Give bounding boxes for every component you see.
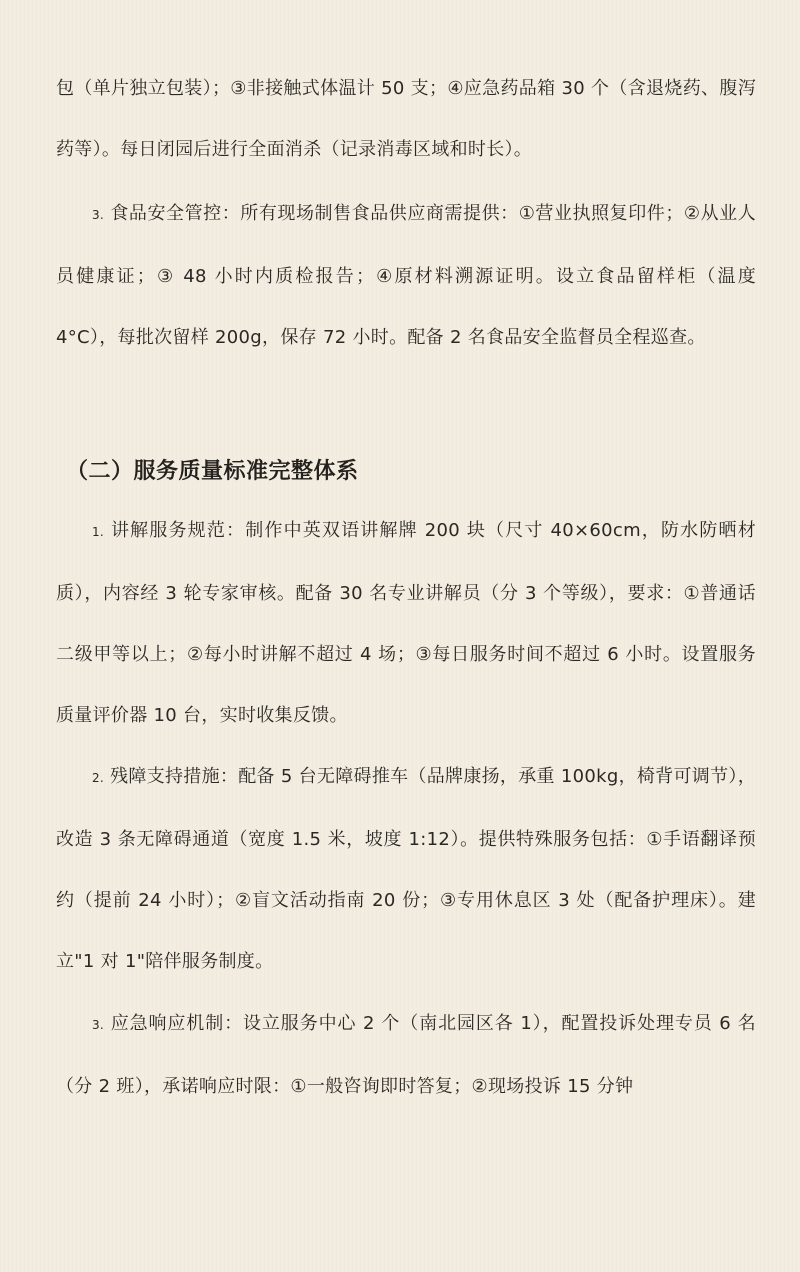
paragraph-text: 讲解服务规范：制作中英双语讲解牌 200 块（尺寸 40×60cm，防水防晒材质），内容经 3 轮专家审核。配备 30 名专业讲解员（分 3 个等级），要求：①普通话二级甲等以上；②每小时讲解不超过 4 场；③每日服务时间不超过 6 小时。设置服务质量评价器 10 台，实时收集反馈。: [56, 520, 756, 726]
item-number: 1.: [92, 525, 105, 539]
paragraph-emergency-response: [56, 993, 756, 1117]
item-number: 3.: [92, 208, 105, 222]
paragraph-accessibility: [56, 746, 756, 992]
paragraph-continued: [56, 58, 756, 180]
paragraph-guide-service: [56, 500, 756, 746]
item-number: 2.: [92, 771, 105, 785]
paragraph-food-safety: [56, 183, 756, 368]
paragraph-text: 应急响应机制：设立服务中心 2 个（南北园区各 1），配置投诉处理专员 6 名（分 2 班），承诺响应时限：①一般咨询即时答复；②现场投诉 15 分钟: [56, 1013, 756, 1097]
section-heading: （二）服务质量标准完整体系: [66, 459, 359, 484]
paragraph-text: 包（单片独立包装）；③非接触式体温计 50 支；④应急药品箱 30 个（含退烧药、腹泻药等）。每日闭园后进行全面消杀（记录消毒区域和时长）。: [56, 78, 756, 160]
paragraph-text: 食品安全管控：所有现场制售食品供应商需提供：①营业执照复印件；②从业人员健康证；③ 48 小时内质检报告；④原材料溯源证明。设立食品留样柜（温度 4°C），每批次留样 200g，保存 72 小时。配备 2 名食品安全监督员全程巡查。: [56, 203, 756, 348]
item-number: 3.: [92, 1018, 105, 1032]
paragraph-text: 残障支持措施：配备 5 台无障碍推车（品牌康扬，承重 100kg，椅背可调节），改造 3 条无障碍通道（宽度 1.5 米，坡度 1:12）。提供特殊服务包括：①手语翻译预约（提前 24 小时）；②盲文活动指南 20 份；③专用休息区 3 处（配备护理床）。建立"1 对 1"陪伴服务制度。: [56, 766, 756, 972]
